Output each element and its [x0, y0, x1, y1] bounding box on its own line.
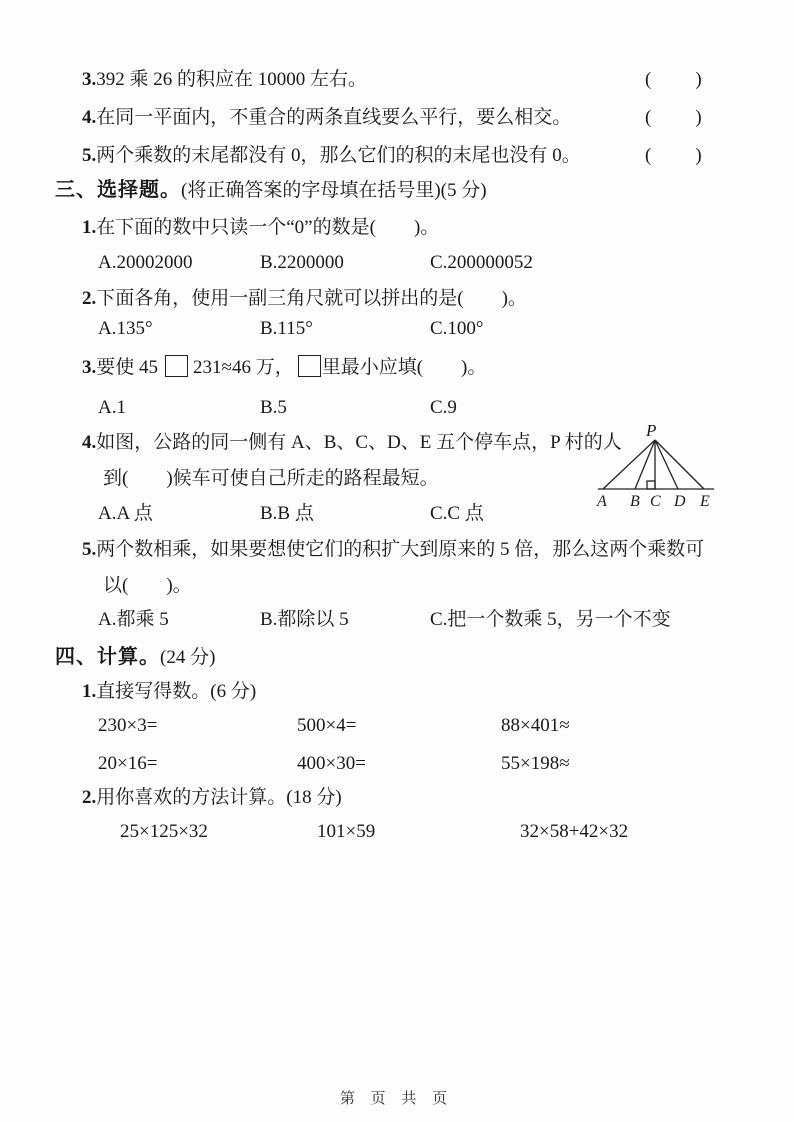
calc-expression: 20×16= [98, 753, 158, 774]
section-three-title: 选择题。 [97, 179, 181, 201]
section-four-title: 计算。 [97, 646, 160, 668]
calc-expression: 32×58+42×32 [520, 821, 629, 842]
calc-method-row [0, 820, 793, 846]
section-four-note: (24 分) [160, 647, 216, 668]
blank-box [165, 355, 188, 377]
calc-sub1-header [82, 680, 256, 704]
choice-q3-number: 3. [82, 357, 97, 378]
judge-item-3-answer-bracket: ( ) [645, 69, 704, 90]
choice-q1-number: 1. [82, 217, 97, 238]
option-b: B.都除以 5 [260, 609, 349, 630]
judge-item-5-answer-bracket: ( ) [645, 145, 704, 166]
option-b: B.B 点 [260, 503, 314, 524]
choice-q4-line2 [103, 467, 439, 491]
section-three-note: (将正确答案的字母填在括号里)(5 分) [181, 180, 487, 201]
choice-q5-line2 [103, 574, 192, 598]
judge-item-text: 392 乘 26 的积应在 10000 左右。 [96, 69, 368, 90]
calc-row-2 [0, 752, 793, 778]
choice-q3 [82, 355, 486, 380]
figure-apex-label: P [646, 421, 657, 440]
option-a: A.都乘 5 [98, 609, 169, 630]
choice-q1-options [0, 251, 793, 277]
judge-item-text: 在同一平面内，不重合的两条直线要么平行，要么相交。 [96, 107, 572, 128]
option-a: A.20002000 [98, 252, 193, 273]
page-footer: 第 页 共 页 [339, 1091, 454, 1107]
calc-sub2-number: 2. [82, 787, 97, 808]
option-a: A.A 点 [98, 503, 153, 524]
option-c: C.9 [430, 397, 457, 418]
choice-q2-number: 2. [82, 288, 97, 309]
option-b: B.5 [260, 397, 287, 418]
section-four-header [55, 645, 215, 670]
segment-PD [655, 440, 678, 489]
judge-item-number: 3. [82, 69, 97, 90]
road-stops-figure [588, 420, 746, 512]
choice-q4-text1: 如图，公路的同一侧有 A、B、C、D、E 五个停车点，P 村的人 [96, 432, 622, 453]
judge-item-text: 两个乘数的末尾都没有 0，那么它们的积的末尾也没有 0。 [96, 145, 581, 166]
calc-sub2-header [82, 786, 342, 810]
figure-point-label: C [650, 493, 661, 510]
judge-item-4-answer-bracket: ( ) [645, 107, 704, 128]
figure-point-label: A [597, 493, 607, 510]
choice-q2-options [0, 317, 793, 343]
choice-q4-number: 4. [82, 432, 97, 453]
choice-q4-text2: 到( )候车可使自己所走的路程最短。 [103, 468, 439, 489]
choice-q5-text1: 两个数相乘，如果要想使它们的积扩大到原来的 5 倍，那么这两个乘数可 [96, 539, 705, 560]
section-three-number: 三、 [55, 179, 97, 201]
option-a: A.1 [98, 397, 126, 418]
choice-q5-number: 5. [82, 539, 97, 560]
figure-point-label: E [700, 493, 710, 510]
calc-expression: 25×125×32 [120, 821, 208, 842]
calc-expression: 88×401≈ [501, 715, 570, 736]
choice-q3-text-pre: 要使 45 [96, 357, 159, 378]
judge-item-number: 5. [82, 145, 97, 166]
choice-q2 [82, 287, 527, 311]
choice-q5-text2: 以( )。 [103, 575, 192, 596]
right-angle-mark [647, 481, 655, 489]
choice-q3-text-mid: 231≈46 万， [193, 357, 294, 378]
calc-row-1 [0, 714, 793, 740]
choice-q3-options [0, 396, 793, 422]
choice-q1-text: 在下面的数中只读一个“0”的数是( )。 [96, 217, 440, 238]
blank-box [298, 355, 321, 377]
option-c: C.200000052 [430, 252, 533, 273]
calc-expression: 400×30= [297, 753, 366, 774]
calc-expression: 55×198≈ [501, 753, 570, 774]
choice-q5-options [0, 608, 793, 634]
calc-sub1-title: 直接写得数。(6 分) [96, 681, 257, 702]
calc-expression: 500×4= [297, 715, 357, 736]
judge-item-number: 4. [82, 107, 97, 128]
judge-item-4 [82, 106, 571, 130]
choice-q4-line1 [82, 431, 622, 455]
option-a: A.135° [98, 318, 153, 339]
choice-q3-text-post: 里最小应填( )。 [321, 357, 487, 378]
choice-q2-text: 下面各角，使用一副三角尺就可以拼出的是( )。 [96, 288, 527, 309]
section-four-number: 四、 [55, 646, 97, 668]
calc-expression: 230×3= [98, 715, 158, 736]
option-b: B.115° [260, 318, 313, 339]
option-c: C.100° [430, 318, 484, 339]
calc-expression: 101×59 [317, 821, 376, 842]
choice-q1 [82, 216, 439, 240]
option-b: B.2200000 [260, 252, 344, 273]
calc-sub1-number: 1. [82, 681, 97, 702]
judge-item-5 [82, 144, 581, 168]
option-c: C.把一个数乘 5，另一个不变 [430, 609, 671, 630]
choice-q5-line1 [82, 538, 704, 562]
segment-PE [655, 440, 704, 489]
figure-point-label: D [674, 493, 686, 510]
judge-item-3 [82, 68, 367, 92]
figure-point-label: B [630, 493, 640, 510]
option-c: C.C 点 [430, 503, 484, 524]
calc-sub2-title: 用你喜欢的方法计算。(18 分) [96, 787, 342, 808]
section-three-header [55, 178, 487, 203]
